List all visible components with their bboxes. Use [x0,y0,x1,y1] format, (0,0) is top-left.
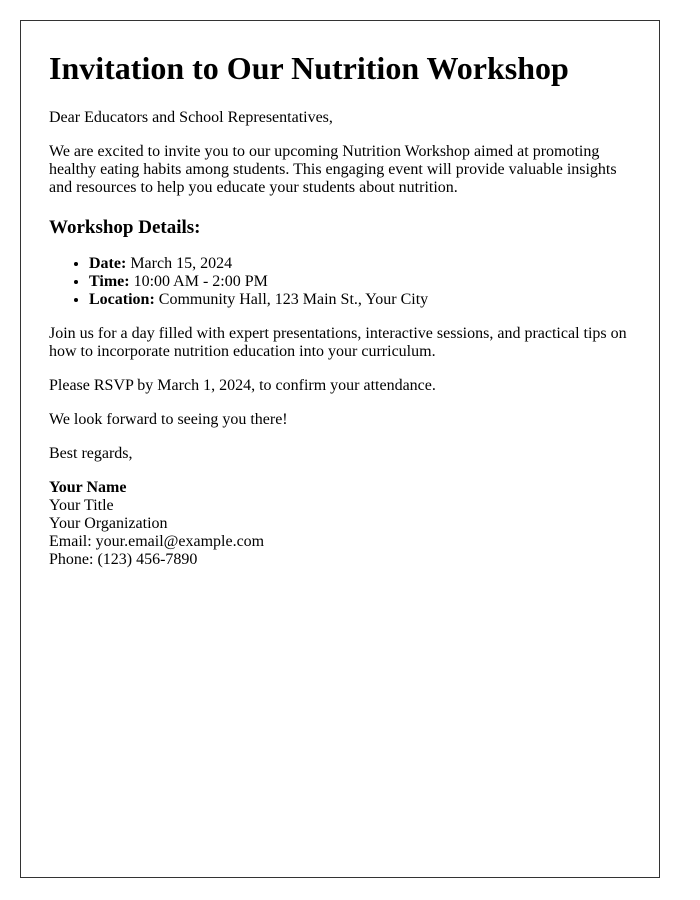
detail-value: March 15, 2024 [130,255,233,272]
signature-name: Your Name [49,479,127,496]
signature-title: Your Title [49,497,114,514]
letter-container [20,20,660,878]
signature-organization: Your Organization [49,515,168,532]
details-heading: Workshop Details: [49,217,201,238]
signature-block [49,479,631,569]
signature-email: Email: your.email@example.com [49,533,265,550]
detail-item-location [89,291,631,309]
rsvp-paragraph: Please RSVP by March 1, 2024, to confirm your attendance. [49,377,436,394]
detail-value: Community Hall, 123 Main St., Your City [158,291,429,308]
details-list [49,255,631,309]
detail-label: Time: [89,273,130,290]
signature-phone: Phone: (123) 456-7890 [49,551,198,568]
intro-paragraph: We are excited to invite you to our upcoming Nutrition Workshop aimed at promoting healthy eating habits among students. This engaging event will provide valuable insights and resources to help you educate your students about nutrition. [49,143,617,196]
greeting: Dear Educators and School Representatives, [49,109,333,126]
closing-line: We look forward to seeing you there! [49,411,288,428]
detail-label: Date: [89,255,127,272]
detail-label: Location: [89,291,155,308]
page-title: Invitation to Our Nutrition Workshop [49,50,569,86]
detail-item-date [89,255,631,273]
detail-item-time [89,273,631,291]
detail-value: 10:00 AM - 2:00 PM [133,273,268,290]
sign-off: Best regards, [49,445,133,462]
body-paragraph: Join us for a day filled with expert presentations, interactive sessions, and practical tips on how to incorporate nutrition education into your curriculum. [49,325,627,360]
